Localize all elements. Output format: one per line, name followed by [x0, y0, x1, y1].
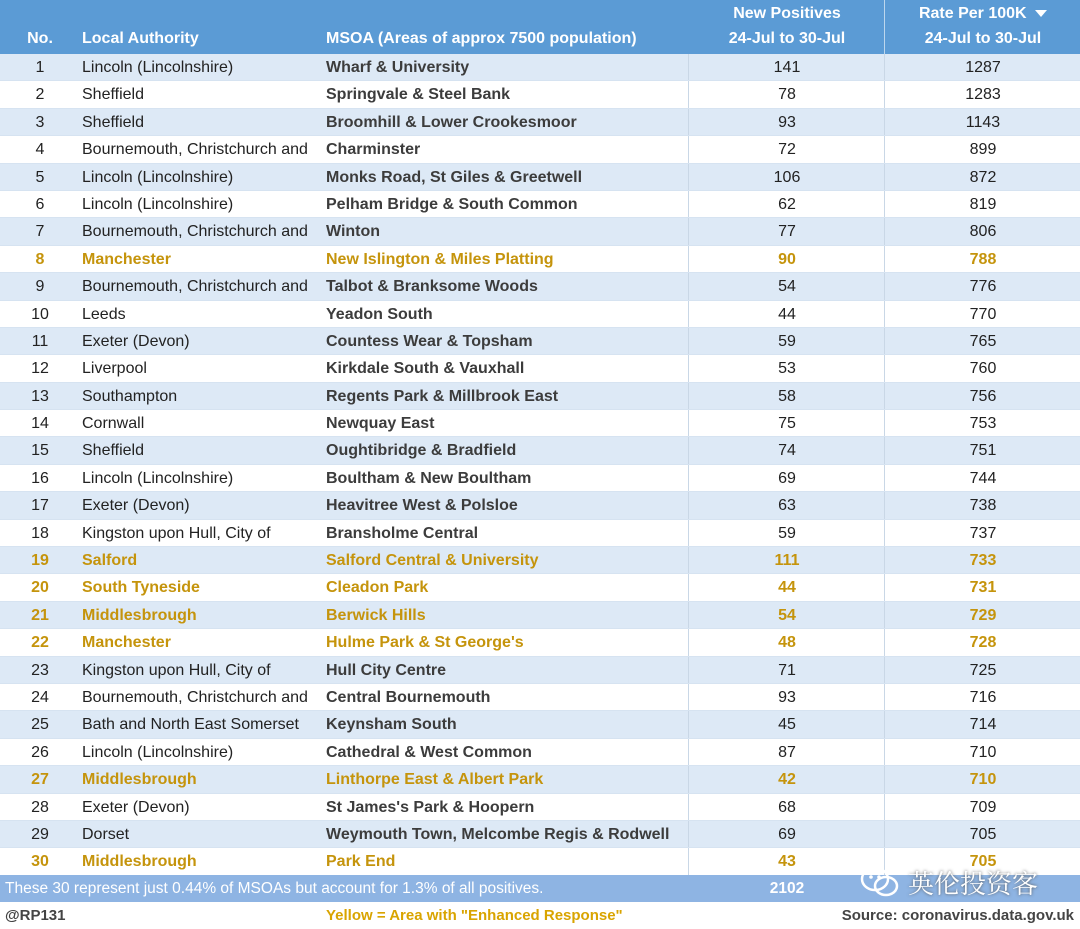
row-msoa: Bransholme Central	[326, 524, 479, 542]
table-row	[0, 218, 1080, 245]
row-local-authority: South Tyneside	[82, 579, 200, 597]
column-divider	[884, 246, 885, 272]
row-new-positives: 106	[773, 168, 801, 186]
row-new-positives: 71	[778, 661, 796, 679]
row-local-authority: Manchester	[82, 250, 171, 268]
column-divider	[688, 629, 689, 655]
row-msoa: Heavitree West & Polsloe	[326, 497, 518, 515]
row-local-authority: Exeter (Devon)	[82, 497, 190, 515]
column-divider	[884, 328, 885, 354]
row-msoa: Cleadon Park	[326, 579, 429, 597]
table-row	[0, 711, 1080, 738]
header-new-positives-period: 24-Jul to 30-Jul	[728, 30, 846, 47]
table-row	[0, 739, 1080, 766]
column-divider	[884, 164, 885, 190]
column-divider	[884, 273, 885, 299]
row-msoa: Wharf & University	[326, 59, 470, 76]
column-divider	[688, 301, 689, 327]
table-row	[0, 109, 1080, 136]
header-rate[interactable]	[886, 5, 1080, 23]
header-msoa: MSOA (Areas of approx 7500 population)	[326, 30, 637, 47]
row-local-authority: Sheffield	[82, 113, 144, 131]
header-rate-label: Rate Per 100K	[918, 5, 1027, 22]
row-rate: 751	[969, 442, 997, 460]
table-row	[0, 410, 1080, 437]
row-number: 25	[31, 716, 49, 734]
row-local-authority: Bournemouth, Christchurch and	[82, 223, 308, 241]
column-divider	[688, 766, 689, 792]
wechat-icon	[860, 865, 900, 899]
row-new-positives: 48	[778, 634, 796, 652]
row-new-positives: 58	[778, 387, 796, 405]
row-rate: 705	[969, 853, 997, 871]
row-rate: 760	[969, 360, 997, 378]
row-local-authority: Exeter (Devon)	[82, 798, 190, 816]
row-msoa: Springvale & Steel Bank	[326, 86, 511, 104]
row-local-authority: Bournemouth, Christchurch and	[82, 688, 308, 706]
row-msoa: Charminster	[326, 141, 421, 159]
row-number: 29	[31, 825, 49, 843]
row-msoa: Hull City Centre	[326, 661, 447, 679]
column-divider	[884, 54, 885, 80]
row-new-positives: 75	[778, 415, 796, 433]
row-local-authority: Leeds	[82, 305, 126, 323]
row-rate: 899	[969, 141, 997, 159]
column-divider	[884, 191, 885, 217]
row-local-authority: Lincoln (Lincolnshire)	[82, 168, 234, 186]
column-divider	[884, 711, 885, 737]
row-number: 12	[31, 360, 49, 378]
row-new-positives: 45	[778, 716, 796, 734]
column-divider	[688, 136, 689, 162]
row-new-positives: 141	[773, 59, 801, 76]
row-local-authority: Lincoln (Lincolnshire)	[82, 59, 234, 76]
data-source: Source: coronavirus.data.gov.uk	[841, 907, 1074, 924]
row-local-authority: Middlesbrough	[82, 606, 197, 624]
footer	[0, 902, 1080, 929]
row-new-positives: 59	[778, 332, 796, 350]
row-number: 10	[31, 305, 49, 323]
column-divider	[884, 602, 885, 628]
watermark-text: 英伦投资客	[908, 868, 1039, 899]
table-row	[0, 547, 1080, 574]
row-rate: 872	[969, 168, 997, 186]
header-local-authority: Local Authority	[82, 30, 199, 47]
table-row	[0, 301, 1080, 328]
row-rate: 729	[969, 606, 997, 624]
row-number: 19	[31, 552, 49, 570]
column-divider	[688, 164, 689, 190]
row-new-positives: 69	[778, 469, 796, 487]
row-new-positives: 74	[778, 442, 796, 460]
row-msoa: Hulme Park & St George's	[326, 634, 524, 652]
row-number: 18	[31, 524, 49, 542]
row-rate: 714	[969, 716, 997, 734]
row-msoa: Countess Wear & Topsham	[326, 332, 533, 350]
row-rate: 765	[969, 332, 997, 350]
row-msoa: Monks Road, St Giles & Greetwell	[326, 168, 583, 186]
row-new-positives: 68	[778, 798, 796, 816]
row-number: 26	[31, 743, 49, 761]
row-msoa: Winton	[326, 223, 381, 241]
column-divider	[688, 739, 689, 765]
row-new-positives: 87	[778, 743, 796, 761]
table-row	[0, 602, 1080, 629]
row-msoa: Pelham Bridge & South Common	[326, 195, 578, 213]
row-number: 7	[35, 223, 45, 241]
column-divider	[884, 657, 885, 683]
table-row	[0, 821, 1080, 848]
row-number: 4	[35, 141, 45, 159]
column-divider	[688, 657, 689, 683]
row-new-positives: 93	[778, 113, 796, 131]
row-local-authority: Salford	[82, 552, 138, 570]
column-divider	[688, 355, 689, 381]
row-msoa: Linthorpe East & Albert Park	[326, 771, 544, 789]
column-divider	[688, 574, 689, 600]
table-row	[0, 465, 1080, 492]
row-rate: 705	[969, 825, 997, 843]
column-divider	[688, 711, 689, 737]
row-local-authority: Lincoln (Lincolnshire)	[82, 469, 234, 487]
watermark	[860, 862, 1038, 902]
row-number: 15	[31, 442, 49, 460]
row-msoa: Central Bournemouth	[326, 688, 491, 706]
row-msoa: Weymouth Town, Melcombe Regis & Rodwell	[326, 825, 670, 843]
table-row	[0, 383, 1080, 410]
row-rate: 725	[969, 661, 997, 679]
column-divider	[884, 437, 885, 463]
column-divider	[884, 520, 885, 546]
table-row	[0, 191, 1080, 218]
column-divider	[884, 492, 885, 518]
column-divider	[688, 273, 689, 299]
table-body	[0, 54, 1080, 876]
row-rate: 753	[969, 415, 997, 433]
row-local-authority: Dorset	[82, 825, 130, 843]
table-row	[0, 328, 1080, 355]
column-divider	[884, 218, 885, 244]
row-local-authority: Middlesbrough	[82, 771, 197, 789]
row-new-positives: 44	[778, 579, 796, 597]
column-divider	[688, 492, 689, 518]
column-divider	[688, 848, 689, 874]
header-rate-period: 24-Jul to 30-Jul	[924, 30, 1042, 47]
column-divider	[688, 602, 689, 628]
header-no: No.	[27, 30, 53, 47]
row-number: 9	[35, 278, 45, 296]
row-local-authority: Lincoln (Lincolnshire)	[82, 195, 234, 213]
row-number: 2	[35, 86, 45, 104]
row-number: 6	[35, 195, 45, 213]
table-row	[0, 629, 1080, 656]
table-header	[0, 0, 1080, 54]
row-rate: 733	[969, 552, 997, 570]
table-row	[0, 164, 1080, 191]
column-divider	[884, 355, 885, 381]
row-local-authority: Kingston upon Hull, City of	[82, 524, 271, 542]
column-divider	[884, 547, 885, 573]
table-row	[0, 684, 1080, 711]
row-rate: 728	[969, 634, 997, 652]
row-local-authority: Liverpool	[82, 360, 147, 378]
row-local-authority: Cornwall	[82, 415, 145, 433]
row-msoa: Berwick Hills	[326, 606, 426, 624]
row-new-positives: 63	[778, 497, 796, 515]
column-divider	[884, 794, 885, 820]
row-rate: 716	[969, 688, 997, 706]
row-local-authority: Bournemouth, Christchurch and	[82, 278, 308, 296]
column-divider	[688, 218, 689, 244]
row-msoa: Regents Park & Millbrook East	[326, 387, 559, 405]
row-new-positives: 69	[778, 825, 796, 843]
row-msoa: Newquay East	[326, 415, 435, 433]
column-divider	[688, 465, 689, 491]
row-new-positives: 72	[778, 141, 796, 159]
row-msoa: Boultham & New Boultham	[326, 469, 532, 487]
row-rate: 731	[969, 579, 997, 597]
column-divider	[884, 574, 885, 600]
summary-text: These 30 represent just 0.44% of MSOAs but account for 1.3% of all positives.	[5, 880, 544, 897]
row-new-positives: 53	[778, 360, 796, 378]
row-rate: 737	[969, 524, 997, 542]
header-new-positives: New Positives	[733, 5, 841, 22]
table-row	[0, 355, 1080, 382]
row-local-authority: Kingston upon Hull, City of	[82, 661, 271, 679]
row-number: 27	[31, 771, 49, 789]
table-row	[0, 437, 1080, 464]
row-rate: 806	[969, 223, 997, 241]
column-divider	[884, 109, 885, 135]
column-divider	[884, 821, 885, 847]
row-new-positives: 54	[778, 278, 796, 296]
column-divider	[688, 328, 689, 354]
row-number: 8	[35, 250, 45, 268]
row-msoa: Yeadon South	[326, 305, 433, 323]
row-new-positives: 93	[778, 688, 796, 706]
row-number: 21	[31, 606, 49, 624]
row-number: 3	[35, 113, 45, 131]
column-divider	[688, 684, 689, 710]
column-divider	[688, 437, 689, 463]
row-msoa: Kirkdale South & Vauxhall	[326, 360, 525, 378]
row-msoa: New Islington & Miles Platting	[326, 250, 554, 268]
row-rate: 756	[969, 387, 997, 405]
author-handle: @RP131	[5, 907, 66, 924]
row-new-positives: 59	[778, 524, 796, 542]
row-local-authority: Middlesbrough	[82, 853, 197, 871]
row-local-authority: Sheffield	[82, 442, 144, 460]
row-new-positives: 111	[774, 552, 800, 570]
table-row	[0, 794, 1080, 821]
column-divider	[688, 109, 689, 135]
table-row	[0, 246, 1080, 273]
column-divider	[884, 629, 885, 655]
row-msoa: Broomhill & Lower Crookesmoor	[326, 113, 577, 131]
table-row	[0, 54, 1080, 81]
row-number: 30	[31, 853, 49, 871]
column-divider	[688, 821, 689, 847]
summary-total: 2102	[769, 880, 805, 897]
column-divider	[884, 465, 885, 491]
table-row	[0, 520, 1080, 547]
column-divider	[884, 136, 885, 162]
column-divider	[884, 301, 885, 327]
row-new-positives: 90	[778, 250, 796, 268]
column-divider	[688, 383, 689, 409]
row-number: 24	[31, 688, 49, 706]
column-divider	[884, 81, 885, 107]
highlight-legend: Yellow = Area with "Enhanced Response"	[326, 907, 623, 924]
row-number: 13	[31, 387, 49, 405]
row-rate: 710	[969, 743, 997, 761]
row-local-authority: Southampton	[82, 387, 178, 405]
row-local-authority: Bournemouth, Christchurch and	[82, 141, 308, 159]
row-number: 1	[35, 59, 45, 76]
row-rate: 1283	[965, 86, 1001, 104]
row-local-authority: Bath and North East Somerset	[82, 716, 299, 734]
column-divider	[884, 410, 885, 436]
table-row	[0, 657, 1080, 684]
row-new-positives: 42	[778, 771, 796, 789]
row-rate: 770	[969, 305, 997, 323]
row-new-positives: 44	[778, 305, 796, 323]
row-new-positives: 54	[778, 606, 796, 624]
column-divider	[688, 81, 689, 107]
row-number: 22	[31, 634, 49, 652]
row-number: 23	[31, 661, 49, 679]
row-rate: 738	[969, 497, 997, 515]
row-msoa: Cathedral & West Common	[326, 743, 532, 761]
column-divider	[688, 520, 689, 546]
table-row	[0, 136, 1080, 163]
row-number: 20	[31, 579, 49, 597]
row-number: 28	[31, 798, 49, 816]
row-local-authority: Sheffield	[82, 86, 144, 104]
row-msoa: St James's Park & Hoopern	[326, 798, 535, 816]
column-divider	[884, 739, 885, 765]
row-rate: 1143	[965, 113, 1001, 131]
caret-down-icon[interactable]	[1035, 10, 1047, 18]
row-msoa: Salford Central & University	[326, 552, 539, 570]
row-rate: 744	[969, 469, 997, 487]
row-rate: 776	[969, 278, 997, 296]
column-divider	[688, 547, 689, 573]
row-msoa: Oughtibridge & Bradfield	[326, 442, 517, 460]
row-number: 17	[31, 497, 49, 515]
row-rate: 819	[969, 195, 997, 213]
row-rate: 709	[969, 798, 997, 816]
row-number: 16	[31, 469, 49, 487]
row-msoa: Park End	[326, 853, 396, 871]
column-divider	[884, 766, 885, 792]
row-msoa: Keynsham South	[326, 716, 457, 734]
column-divider	[688, 410, 689, 436]
table-row	[0, 574, 1080, 601]
column-divider	[688, 794, 689, 820]
table-row	[0, 81, 1080, 108]
column-divider	[884, 383, 885, 409]
column-divider	[688, 54, 689, 80]
table-row	[0, 273, 1080, 300]
row-local-authority: Manchester	[82, 634, 171, 652]
row-number: 14	[31, 415, 49, 433]
row-new-positives: 62	[778, 195, 796, 213]
row-rate: 710	[969, 771, 997, 789]
row-local-authority: Lincoln (Lincolnshire)	[82, 743, 234, 761]
header-divider	[884, 0, 885, 54]
row-rate: 788	[969, 250, 997, 268]
table-row	[0, 492, 1080, 519]
row-rate: 1287	[965, 59, 1001, 76]
column-divider	[688, 191, 689, 217]
row-new-positives: 78	[778, 86, 796, 104]
column-divider	[884, 684, 885, 710]
column-divider	[688, 246, 689, 272]
row-msoa: Talbot & Branksome Woods	[326, 278, 538, 296]
table-row	[0, 766, 1080, 793]
row-local-authority: Exeter (Devon)	[82, 332, 190, 350]
row-number: 11	[31, 332, 49, 350]
row-new-positives: 77	[778, 223, 796, 241]
row-number: 5	[35, 168, 45, 186]
row-new-positives: 43	[778, 853, 796, 871]
